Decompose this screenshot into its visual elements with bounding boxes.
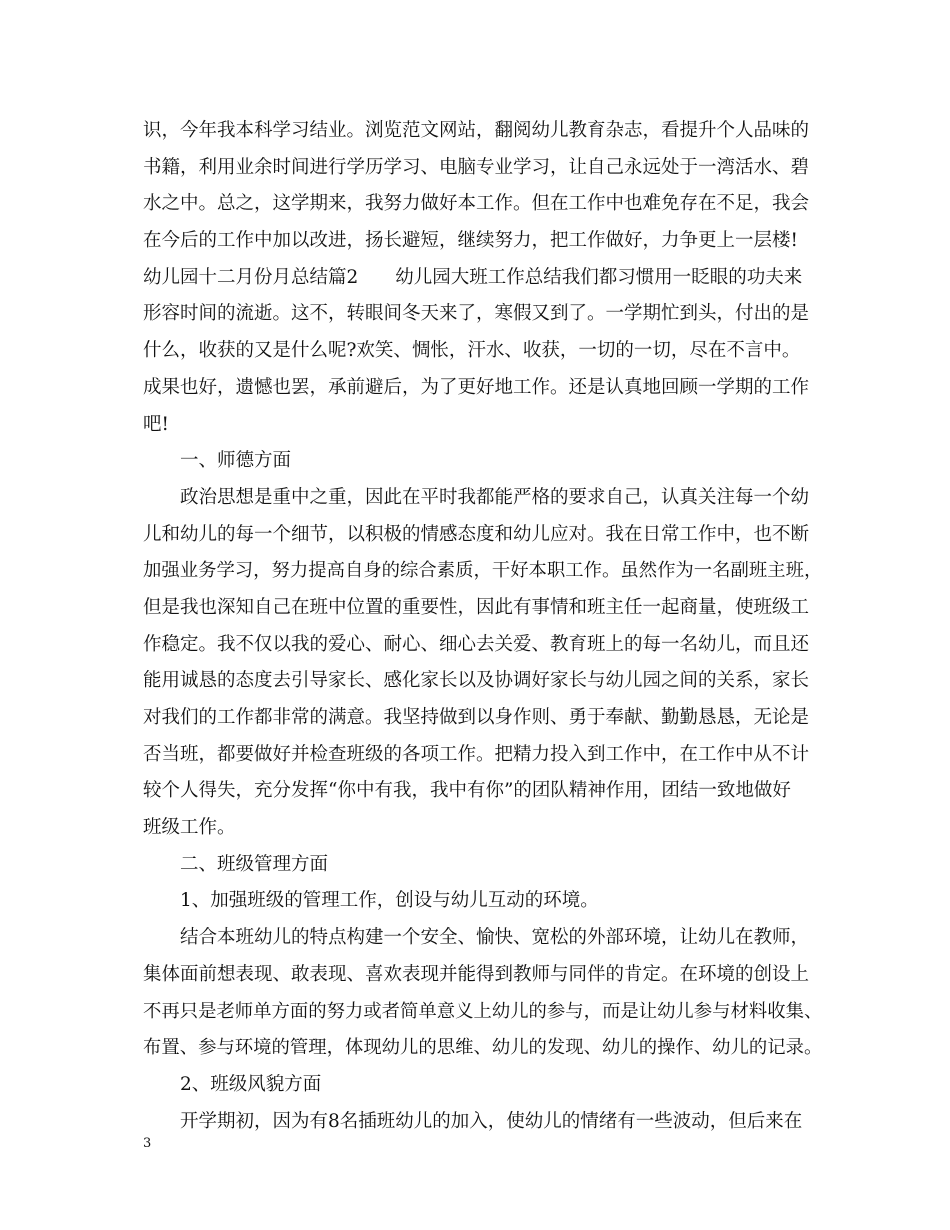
text-line: 儿和幼儿的每一个细节，以积极的情感态度和幼儿应对。我在日常工作中，也不断 [143,523,810,545]
text-line: 吧! [143,413,169,435]
page-number: 3 [143,1136,152,1151]
text-line: 二、班级管理方面 [180,853,329,875]
text-line: 加强业务学习，努力提高自身的综合素质，干好本职工作。虽然作为一名副班主班， [143,560,823,582]
text-line: 否当班，都要做好并检查班级的各项工作。把精力投入到工作中，在工作中从不计 [143,743,810,765]
text-line: 不再只是老师单方面的努力或者简单意义上幼儿的参与，而是让幼儿参与材料收集、 [143,1000,823,1022]
text-line: 但是我也深知自己在班中位置的重要性，因此有事情和班主任一起商量，使班级工 [143,596,810,618]
text-line: 一、师德方面 [180,450,292,472]
text-line: 在今后的工作中加以改进，扬长避短，继续努力，把工作做好，力争更上一层楼! [143,230,798,252]
text-line: 书籍，利用业余时间进行学历学习、电脑专业学习，让自己永远处于一湾活水、碧 [143,156,810,178]
text-line: 作稳定。我不仅以我的爱心、耐心、细心去关爱、教育班上的每一名幼儿，而且还 [143,633,810,655]
document-body [143,113,823,1140]
text-line: 能用诚恳的态度去引导家长、感化家长以及协调好家长与幼儿园之间的关系，家长 [143,670,810,692]
text-line: 政治思想是重中之重，因此在平时我都能严格的要求自己，认真关注每一个幼 [180,486,810,508]
text-line: 幼儿园十二月份月总结篇2 幼儿园大班工作总结我们都习惯用一眨眼的功夫来 [143,266,803,288]
text-line: 1、加强班级的管理工作，创设与幼儿互动的环境。 [180,890,599,912]
text-line: 集体面前想表现、敢表现、喜欢表现并能得到教师与同伴的肯定。在环境的创设上 [143,963,810,985]
text-line: 水之中。总之，这学期来，我努力做好本工作。但在工作中也难免存在不足，我会 [143,193,810,215]
text-line: 成果也好，遗憾也罢，承前避后，为了更好地工作。还是认真地回顾一学期的工作 [143,376,810,398]
text-line: 对我们的工作都非常的满意。我坚持做到以身作则、勇于奉献、勤勤恳恳，无论是 [143,707,810,728]
text-line: 形容时间的流逝。这不，转眼间冬天来了，寒假又到了。一学期忙到头，付出的是 [143,303,810,325]
text-line: 2、班级风貌方面 [180,1073,322,1095]
text-line: 班级工作。 [143,817,236,839]
text-line: 结合本班幼儿的特点构建一个安全、愉快、宽松的外部环境，让幼儿在教师， [180,927,810,949]
text-line: 识，今年我本科学习结业。浏览范文网站，翻阅幼儿教育杂志，看提升个人品味的 [143,120,810,141]
text-line: 较个人得失，充分发挥“你中有我，我中有你”的团队精神作用，团结一致地做好 [143,780,791,802]
text-line: 什么，收获的又是什么呢?欢笑、惆怅，汗水、收获，一切的一切，尽在不言中。 [143,340,801,362]
text-line: 布置、参与环境的管理，体现幼儿的思维、幼儿的发现、幼儿的操作、幼儿的记录。 [143,1037,823,1059]
text-line: 开学期初，因为有8名插班幼儿的加入，使幼儿的情绪有一些波动，但后来在 [180,1110,803,1132]
